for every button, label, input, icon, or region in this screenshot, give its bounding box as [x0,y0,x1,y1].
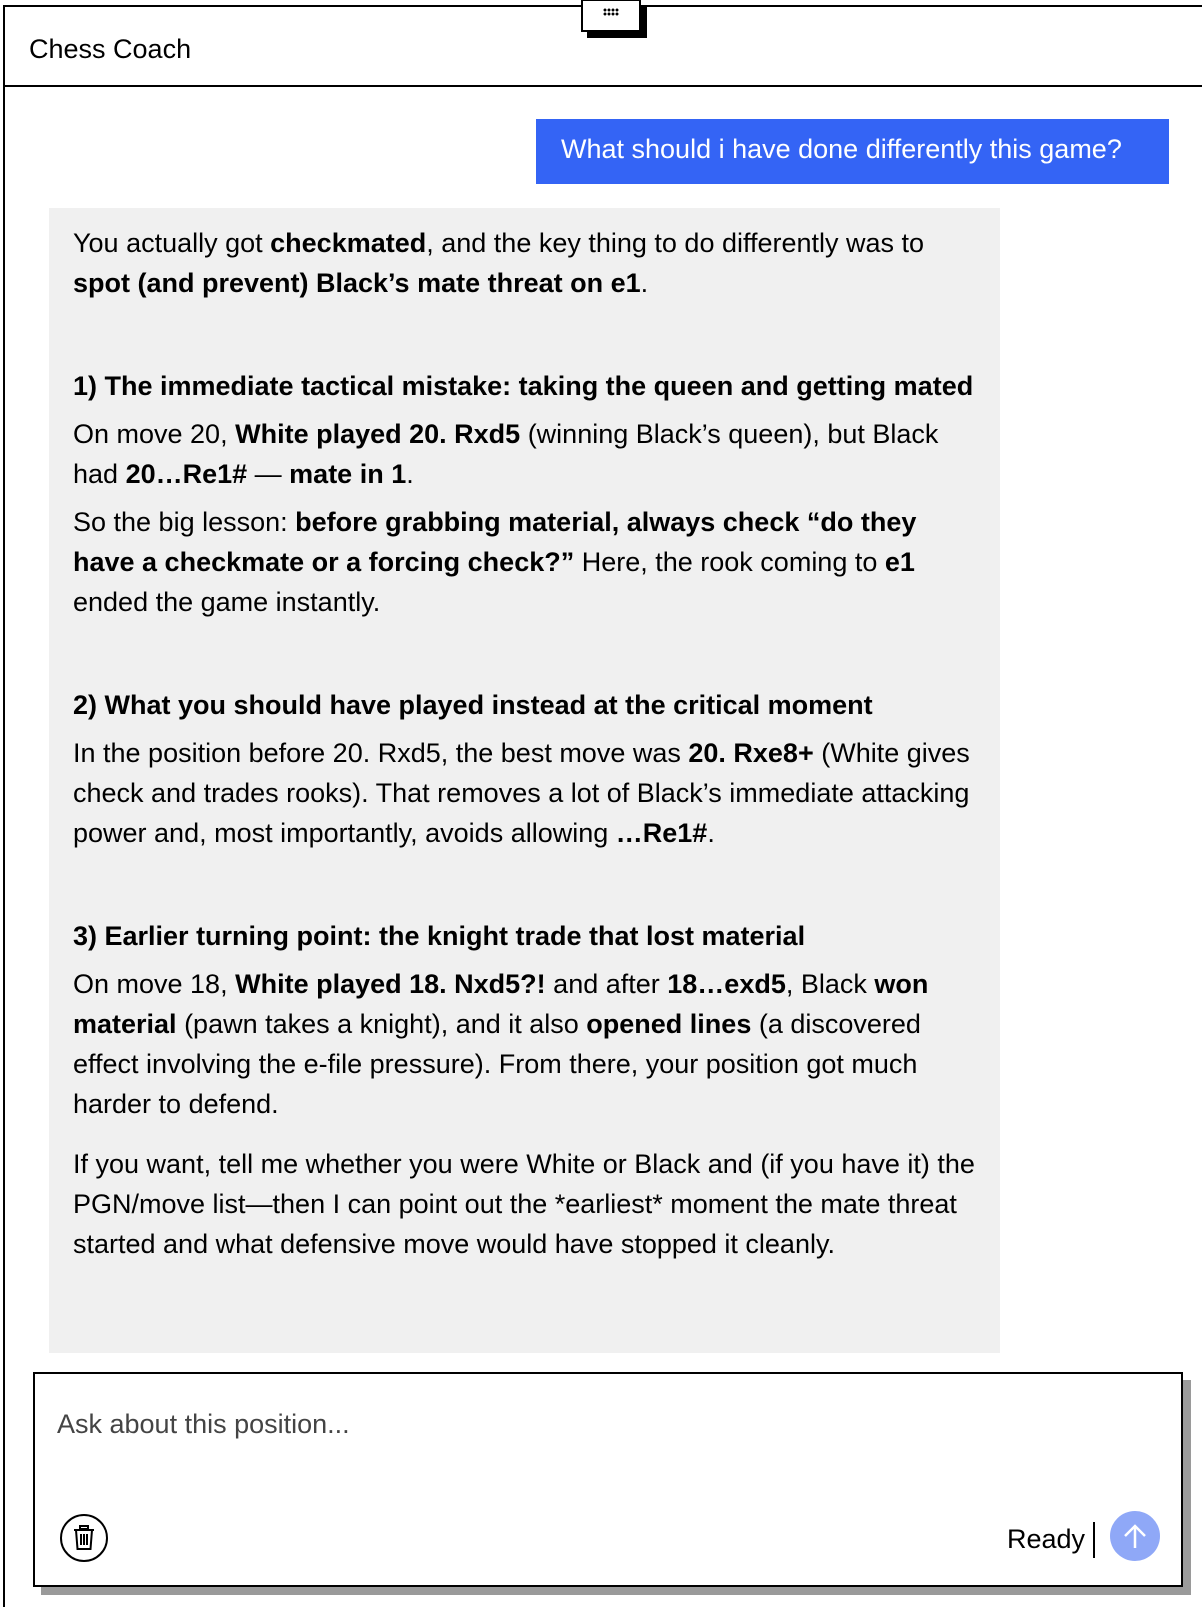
section-heading: 3) Earlier turning point: the knight trade that lost material [73,921,806,951]
text-run: So the big lesson: [73,507,296,537]
status-text: Ready [1007,1524,1086,1554]
text-run: (pawn takes a knight), and it also [176,1009,587,1039]
text-run: — [247,459,290,489]
user-message-text: What should i have done differently this game? [561,134,1122,164]
text-run: Here, the rook coming to [574,547,885,577]
send-button[interactable] [1110,1511,1160,1561]
clear-chat-button[interactable] [60,1514,108,1562]
text-run: . [406,459,414,489]
text-run: (White gives check and trades rooks). That removes a lot of Black’s immediate attacking power and, most importantly, avoids allowing [73,738,970,848]
text-run: On move 20, [73,419,236,449]
text-run: and after [545,969,668,999]
section-heading: 1) The immediate tactical mistake: taking the queen and getting mated [73,371,974,401]
grip-dots-icon [603,8,619,16]
bold-run: won material [73,969,929,1039]
text-run: (winning Black’s queen), but Black had [73,419,939,489]
drag-handle[interactable] [581,0,641,32]
section-paragraph [73,414,976,494]
assistant-closing-paragraph: If you want, tell me whether you were White or Black and (if you have it) the PGN/move list—then I can point out the *earliest* moment the mate threat started and what defensive move would have stopped it cleanly. [73,1149,975,1259]
message-composer [33,1372,1183,1587]
text-run: , Black [785,969,875,999]
assistant-message-bubble [49,208,1000,1353]
section-paragraph [73,502,976,622]
bold-run: …Re1# [615,818,708,848]
status-divider [1093,1522,1095,1558]
text-run: On move 18, [73,969,236,999]
text-run: You actually got [73,228,271,258]
text-run: . [707,818,715,848]
section-paragraph [73,733,976,853]
bold-run: checkmated [270,228,427,258]
bold-run: opened lines [586,1009,752,1039]
text-run: In the position before 20. Rxd5, the best move was [73,738,689,768]
bold-run: e1 [884,547,915,577]
bold-run: White played 20. Rxd5 [235,419,521,449]
text-run: ended the game instantly. [73,587,381,617]
bold-run: mate in 1 [289,459,407,489]
panel-title: Chess Coach [29,34,192,64]
bold-run: spot (and prevent) Black’s mate threat on e1 [73,268,641,298]
message-input[interactable] [57,1394,1137,1454]
bold-run: White played 18. Nxd5?! [235,969,546,999]
section-paragraph [73,964,976,1124]
bold-run: before grabbing material, always check “do they have a checkmate or a forcing check?” [73,507,917,577]
bold-run: 18…exd5 [667,969,786,999]
text-run: , and the key thing to do differently was to [426,228,925,258]
bold-run: 20. Rxe8+ [688,738,814,768]
assistant-intro-paragraph [73,223,976,303]
text-run: . [640,268,649,298]
bold-run: 20…Re1# [125,459,248,489]
section-heading: 2) What you should have played instead at the critical moment [73,690,873,720]
trash-icon [73,1525,95,1551]
arrow-up-icon [1123,1523,1147,1549]
user-message-bubble [536,119,1169,184]
chat-panel [3,5,1202,1607]
text-run: (a discovered effect involving the e-file pressure). From there, your position got much harder to defend. [73,1009,921,1119]
